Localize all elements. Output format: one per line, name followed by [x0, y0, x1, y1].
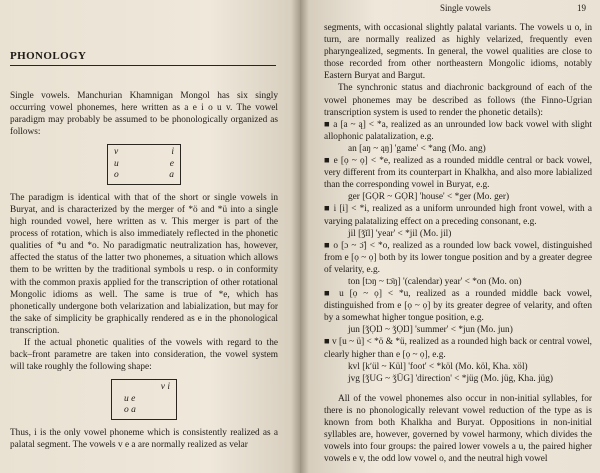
- vowel-example: jun [ǯỌŊ ~ ǯỌŊ] 'summer' < *jun (Mo. jun): [348, 325, 513, 336]
- left-para-3: If the actual phonetic qualities of the vowels with regard to the back–front parametre are taken into consideration, the vowel system will take roughly the following shape:: [10, 338, 278, 373]
- vowel-example: ton [tɔŋ ~ tɔ̈ŋ] '(calendar) year' < *on (Mo. on): [348, 276, 522, 287]
- vowel-item-i: ■ i [i] < *i, realized as a uniform unrounded high front vowel, with a varying palatalizing effect on a preceding consonant, e.g.: [324, 204, 592, 227]
- running-head-title: Single vowels: [440, 3, 491, 13]
- box1-cell: i: [171, 147, 174, 158]
- vowel-paradigm-box: [107, 144, 181, 185]
- box2-row: o a: [124, 405, 136, 416]
- section-title: PHONOLOGY: [10, 50, 87, 62]
- left-para-1: Single vowels. Manchurian Khamnigan Mongol has six singly occurring vowel phonemes, here written as a e i o u v. The vowel paradigm may probably be assumed to be phonologically organized as follows:: [10, 91, 278, 138]
- right-para-3: All of the vowel phonemes also occur in non-initial syllables, for there is no phonologically relevant vowel reduction of the type as is known from both Khalkha and Buryat. Oppositions in non-initial syllables are, however, governed by vowel harmony, which divides the vowels into four groups: the paired lower vowels a u, the paired higher vowels e v, the odd low vowel o, and the neutral high vowel: [324, 393, 592, 465]
- box1-cell: v: [114, 147, 119, 158]
- box1-cell: a: [169, 170, 174, 181]
- vowel-item-a: ■ a [a ~ ą] < *a, realized as an unrounded low back vowel with slight allophonic palatalization, e.g.: [324, 119, 592, 142]
- right-para-1: segments, with occasional slightly palatal variants. The vowels u o, in turn, are normally realized as highly velarized, frequently even pharyngealized, segments. In general, the vowel qualities are close to those recorded from other northeastern Mongolic idioms, notably Eastern Buryat and Bargut.: [324, 23, 592, 82]
- page-number: 19: [577, 3, 586, 13]
- vowel-item-e: ■ e [ọ ~ ọ] < *e, realized as a rounded middle central or back vowel, very different from its counterpart in Khalkha, and also more labialized than the corresponding vowel in Buryat, e.g.: [324, 156, 592, 191]
- vowel-example: kvl [kʹül ~ Kül] 'foot' < *köl (Mo. köl, Kha. xöl): [348, 361, 528, 372]
- vowel-example: an [aŋ ~ ąŋ] 'game' < *ang (Mo. ang): [348, 143, 486, 154]
- section-rule: [10, 65, 276, 66]
- right-page: [300, 0, 600, 473]
- vowel-example: jvg [ǯUG ~ ǯÜG] 'direction' < *jüg (Mo. jüg, Kha. jüg): [348, 373, 553, 384]
- vowel-system-box: [111, 379, 177, 420]
- left-page-content: [10, 50, 278, 451]
- vowel-item-v: ■ v [u ~ ü] < *ö & *ü, realized as a rounded high back or central vowel, clearly higher than e [ọ ~ ọ], e.g.: [324, 337, 592, 360]
- left-para-4: Thus, i is the only vowel phoneme which is consistently realized as a palatal segment. The vowels v e a are normally realized as velar: [10, 427, 278, 450]
- vowel-example: ger [GỌR ~ GỌR] 'house' < *ger (Mo. ger): [348, 192, 510, 203]
- right-page-content: [324, 22, 592, 465]
- box1-cell: e: [169, 158, 174, 169]
- left-para-2: The paradigm is identical with that of the short or single vowels in Buryat, and is characterized by the merger of *ö and *ü into a single high rounded vowel, here written as v. This merger is part of the process of rotation, which is also immediately reflected in the phonetic qualities of *u and *o. No paradigmatic neutralization has, however, affected the status of the latter two phonemes, a situation which allows them to be written by the traditional symbols u resp. o in conformity with the common praxis applied for the transcription of other rotational Mongolic idioms as well. The same is true of *e, which has phonetically undergone both velarization and labialization, but may for the sake of simplicity be graphically rendered as e in the phonological transcription.: [10, 192, 278, 336]
- box2-row: u e: [124, 393, 136, 404]
- vowel-example: jil [ǯĭl] 'year' < *jil (Mo. jil): [348, 228, 452, 239]
- vowel-list: [324, 119, 592, 385]
- box1-cell: o: [114, 170, 119, 181]
- vowel-item-o: ■ o [ɔ ~ ɔ̈] < *o, realized as a rounded low back vowel, distinguished from e [ọ ~ ọ] both by its lower tongue position and by a greater degree of velarity, e.g.: [324, 240, 592, 275]
- box1-cell: u: [114, 158, 119, 169]
- right-para-2: The synchronic status and diachronic background of each of the vowel phonemes may be described as follows (the Finno-Ugrian transcription system is used to render the phonetic details):: [324, 83, 592, 118]
- box2-row: v i: [160, 382, 170, 393]
- vowel-item-u: ■ u [ọ ~ ọ] < *u, realized as a rounded middle back vowel, distinguished from e [ọ ~ ọ] by its greater degree of velarity, and often by a somewhat higher tongue position, e.g.: [324, 289, 592, 324]
